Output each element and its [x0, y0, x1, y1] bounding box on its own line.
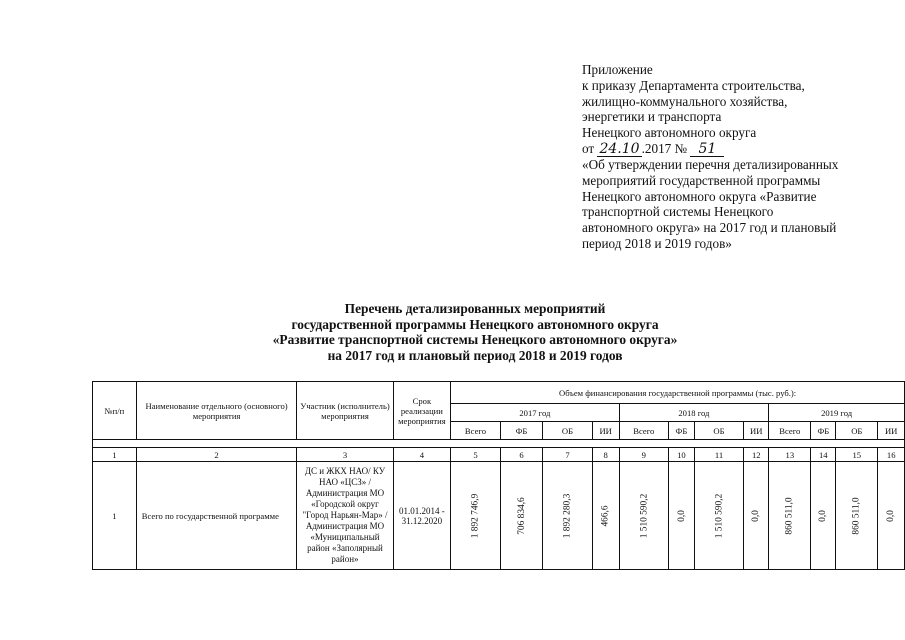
subheader-fb: ФБ — [811, 422, 836, 440]
value-2019-ii: 0,0 — [886, 510, 897, 522]
title-line: «Развитие транспортной системы Ненецкого автономного округа» — [272, 332, 678, 348]
value-2017-fb: 706 834,6 — [516, 497, 527, 535]
value-2018-ob: 1 510 590,2 — [713, 493, 724, 539]
appendix-line: Приложение — [582, 62, 653, 77]
header-funding: Объем финансирования государственной программы (тыс. руб.): — [451, 382, 905, 404]
header-period: Срок реализации мероприятия — [393, 382, 451, 440]
header-year-2017: 2017 год — [451, 404, 619, 422]
subheader-total: Всего — [451, 422, 501, 440]
column-number: 16 — [878, 448, 905, 462]
title-line: государственной программы Ненецкого автономного округа — [291, 316, 659, 332]
column-number: 4 — [393, 448, 451, 462]
value-2017-ii: 466,6 — [600, 505, 611, 527]
appendix-line: жилищно-коммунального хозяйства, — [582, 93, 788, 109]
date-prefix: от — [582, 140, 595, 156]
order-date-line — [582, 141, 882, 157]
appendix-line: Ненецкого автономного округа «Развитие — [582, 188, 817, 204]
handwritten-date: 24.10 — [599, 140, 640, 157]
subheader-fb: ФБ — [669, 422, 695, 440]
value-cell — [451, 462, 501, 570]
column-number: 8 — [592, 448, 619, 462]
value-2017-ob: 1 892 280,3 — [562, 493, 573, 539]
appendix-line: транспортной системы Ненецкого — [582, 204, 774, 220]
value-2017-total: 1 892 746,9 — [470, 493, 481, 539]
value-2018-fb: 0,0 — [676, 510, 687, 522]
appendix-line: Ненецкого автономного округа — [582, 125, 757, 141]
column-number: 2 — [136, 448, 297, 462]
appendix-line: энергетики и транспорта — [582, 109, 722, 125]
column-number: 10 — [669, 448, 695, 462]
header-year-2019: 2019 год — [769, 404, 905, 422]
value-2018-ii: 0,0 — [751, 510, 762, 522]
row-period: 01.01.2014 - 31.12.2020 — [393, 462, 451, 570]
row-participant: ДС и ЖКХ НАО/ КУ НАО «ЦСЗ» /Администрация МО «Городской округ "Город Нарьян-Мар» / Администрация МО «Муниципальный район «Заполярный район» — [297, 462, 393, 570]
value-cell — [592, 462, 619, 570]
value-cell — [836, 462, 878, 570]
subheader-fb: ФБ — [500, 422, 543, 440]
column-number: 12 — [744, 448, 769, 462]
column-number: 11 — [694, 448, 744, 462]
column-number: 6 — [500, 448, 543, 462]
header-year-2018: 2018 год — [619, 404, 769, 422]
column-number: 5 — [451, 448, 501, 462]
subheader-ob: ОБ — [543, 422, 593, 440]
row-no: 1 — [93, 462, 137, 570]
subheader-ob: ОБ — [694, 422, 744, 440]
subheader-total: Всего — [769, 422, 811, 440]
row-name: Всего по государственной программе — [136, 462, 297, 570]
appendix-line: к приказу Департамента строительства, — [582, 77, 805, 93]
value-2018-total: 1 510 590,2 — [638, 493, 649, 539]
header-no: №п/п — [93, 382, 137, 440]
appendix-line: период 2018 и 2019 годов» — [582, 235, 732, 251]
value-cell — [744, 462, 769, 570]
date-year: .2017 № — [641, 140, 688, 156]
value-cell — [769, 462, 811, 570]
gap-cell — [93, 440, 905, 448]
column-number: 7 — [543, 448, 593, 462]
column-number-row — [93, 448, 905, 462]
column-number: 14 — [811, 448, 836, 462]
column-number: 1 — [93, 448, 137, 462]
handwritten-order-number: 51 — [690, 143, 724, 157]
value-cell — [543, 462, 593, 570]
table-gap — [93, 440, 905, 448]
value-2019-fb: 0,0 — [818, 510, 829, 522]
document-title — [150, 301, 800, 363]
value-cell — [669, 462, 695, 570]
subheader-total: Всего — [619, 422, 669, 440]
value-cell — [619, 462, 669, 570]
appendix-block — [582, 62, 882, 252]
value-cell — [878, 462, 905, 570]
subheader-ob: ОБ — [836, 422, 878, 440]
column-number: 3 — [297, 448, 393, 462]
appendix-line: мероприятий государственной программы — [582, 172, 821, 188]
table-row — [93, 462, 905, 570]
value-cell — [694, 462, 744, 570]
header-name: Наименование отдельного (основного) мероприятия — [136, 382, 297, 440]
subheader-ii: ИИ — [744, 422, 769, 440]
title-line: на 2017 год и плановый период 2018 и 2019 годов — [327, 347, 623, 363]
activities-table — [92, 381, 905, 570]
value-cell — [500, 462, 543, 570]
value-2019-ob: 860 511,0 — [851, 497, 862, 535]
column-number: 15 — [836, 448, 878, 462]
header-participant: Участник (исполнитель) мероприятия — [297, 382, 393, 440]
subheader-ii: ИИ — [592, 422, 619, 440]
title-line: Перечень детализированных мероприятий — [344, 301, 606, 316]
column-number: 13 — [769, 448, 811, 462]
column-number: 9 — [619, 448, 669, 462]
value-cell — [811, 462, 836, 570]
value-2019-total: 860 511,0 — [784, 497, 795, 535]
appendix-line: «Об утверждении перечня детализированных — [582, 156, 839, 172]
appendix-line: автономного округа» на 2017 год и плановый — [582, 220, 837, 236]
subheader-ii: ИИ — [878, 422, 905, 440]
